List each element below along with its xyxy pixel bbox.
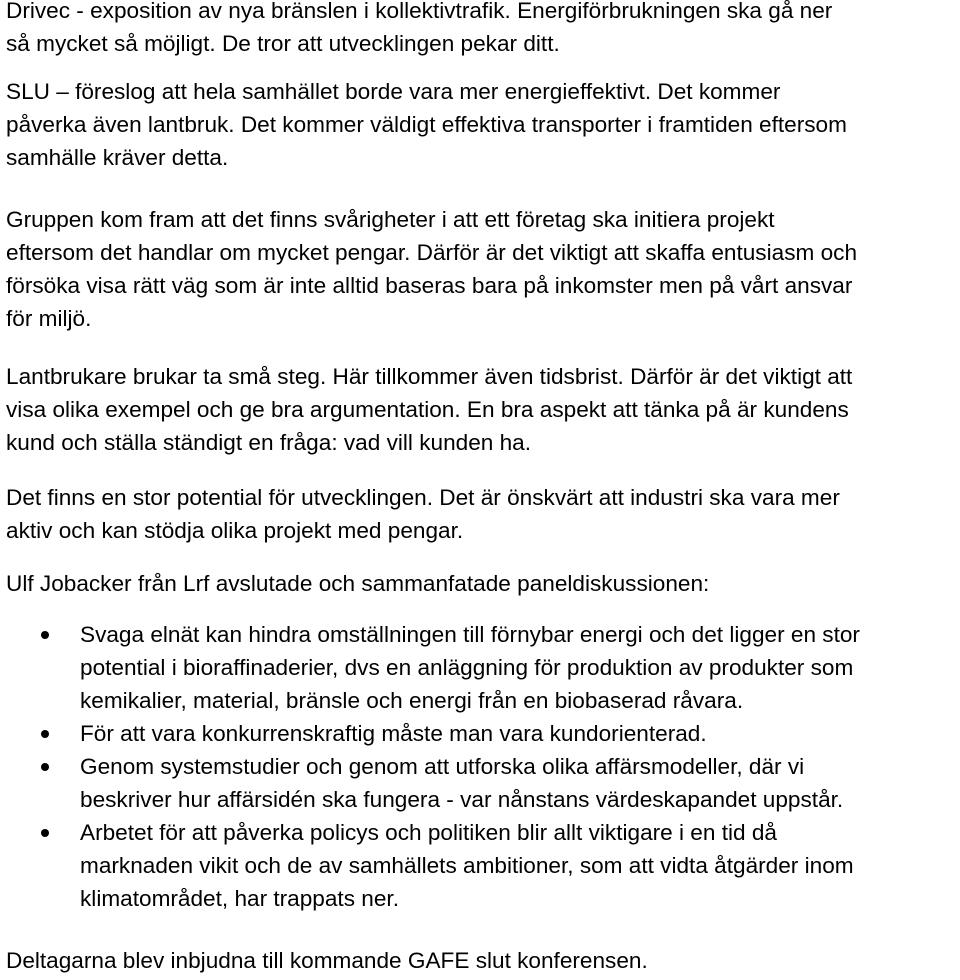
bullet-item (0, 717, 960, 750)
paragraph-lantbrukare (6, 360, 954, 459)
text-line: Genom systemstudier och genom att utforska olika affärsmodeller, där vi (80, 754, 805, 779)
text-line: Det finns en stor potential för utvecklingen. Det är önskvärt att industri ska vara mer (6, 485, 840, 510)
text-line: Lantbrukare brukar ta små steg. Här tillkommer även tidsbrist. Därför är det viktigt att (6, 364, 853, 389)
text-line: potential i bioraffinaderier, dvs en anläggning för produktion av produkter som (80, 655, 854, 680)
text-line: klimatområdet, har trappats ner. (80, 886, 399, 911)
bullet-dot-icon (41, 829, 49, 837)
text-line: aktiv och kan stödja olika projekt med pengar. (6, 518, 464, 543)
paragraph-drivec (6, 0, 954, 60)
text-line: Svaga elnät kan hindra omställningen till förnybar energi och det ligger en stor (80, 622, 860, 647)
text-line: Ulf Jobacker från Lrf avslutade och sammanfatade paneldiskussionen: (6, 571, 710, 596)
text-line: beskriver hur affärsidén ska fungera - var nånstans värdeskapandet uppstår. (80, 787, 844, 812)
text-line: eftersom det handlar om mycket pengar. Därför är det viktigt att skaffa entusiasm och (6, 240, 858, 265)
paragraph-summary-intro (6, 567, 954, 600)
bullet-item (0, 618, 960, 717)
bullet-dot-icon (41, 730, 49, 738)
text-line: försöka visa rätt väg som är inte alltid baseras bara på inkomster men på vårt ansvar (6, 273, 853, 298)
text-line: Drivec - exposition av nya bränslen i kollektivtrafik. Energiförbrukningen ska gå ner (6, 0, 833, 23)
text-line: Arbetet för att påverka policys och politiken blir allt viktigare i en tid då (80, 820, 777, 845)
paragraph-closing (6, 944, 954, 977)
bullet-item (0, 816, 960, 915)
text-line: påverka även lantbruk. Det kommer väldigt effektiva transporter i framtiden eftersom (6, 112, 847, 137)
text-line: kemikalier, material, bränsle och energi från en biobaserad råvara. (80, 688, 744, 713)
paragraph-potential (6, 481, 954, 547)
text-line: så mycket så möjligt. De tror att utvecklingen pekar ditt. (6, 31, 560, 56)
paragraph-slu (6, 75, 954, 174)
bullet-item (0, 750, 960, 816)
bullet-dot-icon (41, 763, 49, 771)
text-line: För att vara konkurrenskraftig måste man vara kundorienterad. (80, 721, 707, 746)
text-line: SLU – föreslog att hela samhället borde vara mer energieffektivt. Det kommer (6, 79, 781, 104)
text-line: kund och ställa ständigt en fråga: vad vill kunden ha. (6, 430, 532, 455)
paragraph-gruppen (6, 203, 954, 335)
text-line: Gruppen kom fram att det finns svårigheter i att ett företag ska initiera projekt (6, 207, 775, 232)
text-line: marknaden vikit och de av samhällets ambitioner, som att vidta åtgärder inom (80, 853, 854, 878)
text-line: samhälle kräver detta. (6, 145, 229, 170)
bullet-dot-icon (41, 631, 49, 639)
summary-bullet-list (0, 618, 960, 915)
text-line: Deltagarna blev inbjudna till kommande GAFE slut konferensen. (6, 948, 648, 973)
text-line: visa olika exempel och ge bra argumentation. En bra aspekt att tänka på är kundens (6, 397, 849, 422)
text-line: för miljö. (6, 306, 92, 331)
